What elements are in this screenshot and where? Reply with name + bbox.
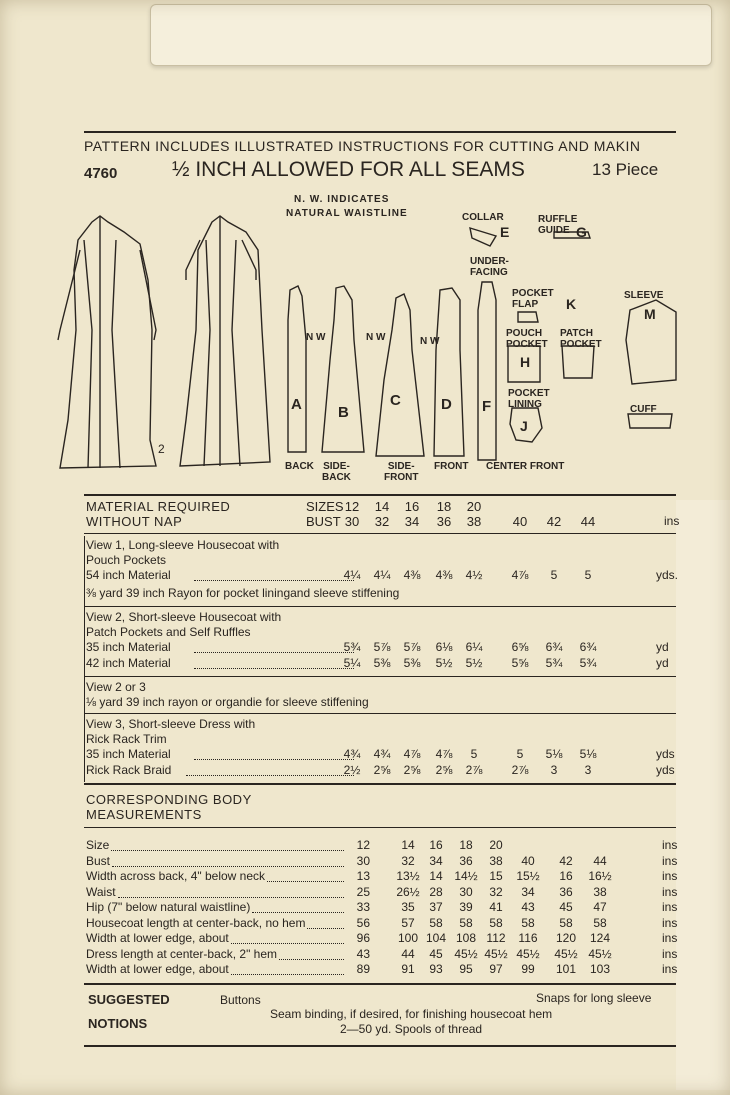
body-first-value: 96 [356,931,370,945]
label-front: FRONT [434,461,469,472]
torn-edge [676,500,730,1090]
body-value-cell: 47 [593,900,607,914]
piece-letter-j: J [520,418,528,434]
body-value-cell: 37 [429,900,443,914]
value-cell: 3 [550,763,558,777]
body-value-cell: 16 [559,869,573,883]
body-value-cell: 45½ [554,946,578,961]
garment-illustrations [0,0,730,500]
value-cell: 6⅝ [511,640,529,654]
view1-unit: yds. [656,568,679,582]
value-cell: 36 [436,514,452,529]
body-top-rule [84,783,676,785]
leader-dots [194,652,354,653]
body-value-cell: 93 [429,962,443,976]
body-value-cell: 91 [401,962,415,976]
view2-material-42: 42 inch Material [86,656,171,670]
value-cell: 5⅞ [373,640,391,654]
leader-dots [194,759,354,760]
view3-material-35: 35 inch Material [86,747,171,761]
value-cell: 18 [436,499,452,514]
notions-top-rule [84,983,676,985]
body-value-cell: 100 [397,931,419,945]
body-value-cell: 39 [459,900,473,914]
nw-mark-2: N W [366,332,386,343]
nw-mark-3: N W [420,336,440,347]
body-value-cell: 45½ [588,946,612,961]
view-number: 2 [158,442,165,456]
body-value-cell: 41 [489,900,503,914]
rule-view3 [84,713,676,714]
nw-note-1: N. W. INDICATES [294,194,390,205]
value-cell: 4⅞ [403,747,421,761]
value-cell: 2⅞ [511,763,529,777]
body-value-cell: 26½ [396,884,420,899]
view2-title-2: Patch Pockets and Self Ruffles [86,625,251,639]
label-under-facing: UNDER- FACING [470,256,509,278]
value-cell: 4⅞ [511,568,529,582]
sizes-label: SIZES [306,499,344,514]
body-value-cell: 58 [521,915,535,930]
body-first-value: 25 [356,884,370,899]
body-value-cell: 58 [489,915,503,930]
body-value-cell: 108 [455,931,477,945]
value-cell: 30 [344,514,360,529]
view23-title: View 2 or 3 [86,680,146,694]
body-value-cell: 30 [459,884,473,899]
body-value-cell: 58 [429,915,443,930]
body-value-cell: 45½ [516,946,540,961]
label-sleeve: SLEEVE [624,290,664,301]
label-back: BACK [285,461,314,472]
rule-view1 [84,533,676,534]
value-cell: 14 [374,499,390,514]
view3-unit-35: yds [656,747,675,761]
body-value-cell: 43 [521,900,535,914]
body-value-cell: 112 [486,931,506,945]
body-row-label: Housecoat length at center-back, no hem [86,915,306,930]
body-value-cell: 45 [429,946,443,961]
body-unit: ins [662,900,678,914]
value-cell: 32 [374,514,390,529]
view-bracket [84,536,85,782]
label-pocket-lining: POCKET LINING [508,388,550,410]
label-side-front: SIDE- FRONT [384,461,419,483]
body-value-cell: 101 [555,962,577,976]
value-cell: 12 [344,499,360,514]
body-value-cell: 16 [429,838,443,852]
value-cell: 38 [466,514,482,529]
view3-rick-rack: Rick Rack Braid [86,763,172,777]
leader-dots [267,881,344,882]
value-cell: 5½ [435,656,453,670]
piece-letter-a: A [291,396,302,413]
piece-letter-g: G [576,224,587,240]
leader-dots [231,974,344,975]
leader-dots [307,928,344,929]
body-row-label: Width at lower edge, about [86,962,229,976]
value-cell: 5 [516,747,524,761]
body-unit: ins [662,869,678,883]
dress-view1-illustration [58,216,156,468]
body-value-cell: 38 [593,884,607,899]
body-value-cell: 36 [559,884,573,899]
nw-mark-1: N W [306,332,326,343]
body-first-value: 56 [356,915,370,930]
body-row-label: Hip (7" below natural waistline) [86,900,251,914]
value-cell: 4¼ [343,568,361,582]
view2-material-35: 35 inch Material [86,640,171,654]
body-value-cell: 14 [401,838,415,852]
view1-title-2: Pouch Pockets [86,553,167,567]
value-cell: 5⅞ [403,640,421,654]
piece-letter-b: B [338,404,349,421]
body-first-value: 33 [356,900,370,914]
notion-thread: 2—50 yd. Spools of thread [340,1022,483,1036]
body-row-label: Width at lower edge, about [86,931,229,945]
body-row-label: Width across back, 4" below neck [86,869,266,883]
value-cell: 5⅝ [511,656,529,670]
bust-unit: ins [664,514,680,528]
piece-letter-d: D [441,396,452,413]
leader-dots [194,580,354,581]
value-cell: 4¾ [373,747,391,761]
seams-note: ½ INCH ALLOWED FOR ALL SEAMS [172,158,525,181]
material-heading-1: MATERIAL REQUIRED [86,499,231,514]
value-cell: 2⅝ [403,763,421,777]
value-cell: 4¼ [373,568,391,582]
notions-label-2: NOTIONS [88,1016,148,1031]
label-ruffle-guide: RUFFLE GUIDE [538,214,578,236]
view23-note: ⅛ yard 39 inch rayon or organdie for sleeve stiffening [86,695,369,709]
view3-title-2: Rick Rack Trim [86,732,167,746]
body-value-cell: 15½ [516,869,540,883]
body-value-cell: 16½ [588,869,612,883]
body-heading-rule [84,827,676,828]
value-cell: 2⅞ [465,763,483,777]
label-collar: COLLAR [462,212,504,223]
leader-dots [111,850,344,851]
value-cell: 5 [550,568,558,582]
value-cell: 5½ [465,656,483,670]
body-row-label: Dress length at center-back, 2" hem [86,946,278,961]
body-value-cell: 44 [401,946,415,961]
label-side-back: SIDE- BACK [322,461,351,483]
view2-unit-42: yd [656,656,669,670]
leader-dots [118,897,344,898]
value-cell: 4⅜ [403,568,421,582]
body-value-cell: 35 [401,900,415,914]
body-first-value: 89 [356,962,370,976]
value-cell: 5¾ [545,656,563,670]
body-value-cell: 97 [489,962,503,976]
view1-note: ⅜ yard 39 inch Rayon for pocket liningand sleeve stiffening [86,586,400,600]
body-unit: ins [662,853,678,868]
body-heading-1: CORRESPONDING BODY [86,792,252,807]
body-value-cell: 38 [489,853,503,868]
value-cell: 5⅜ [403,656,421,670]
value-cell: 5 [470,747,478,761]
body-row-label: Size [86,838,110,852]
body-unit: ins [662,838,678,852]
body-value-cell: 20 [489,838,503,852]
value-cell: 16 [404,499,420,514]
notions-label-1: SUGGESTED [88,992,170,1007]
body-value-cell: 58 [459,915,473,930]
body-value-cell: 57 [401,915,415,930]
body-value-cell: 18 [459,838,473,852]
value-cell: 44 [580,514,596,529]
value-cell: 6¾ [545,640,563,654]
value-cell: 20 [466,499,482,514]
body-unit: ins [662,946,678,961]
body-value-cell: 40 [521,853,535,868]
material-heading-2: WITHOUT NAP [86,514,183,529]
label-pouch-pocket: POUCH POCKET [506,328,548,350]
value-cell: 4½ [465,568,483,582]
body-value-cell: 124 [589,931,611,945]
body-value-cell: 28 [429,884,443,899]
rule-view2 [84,606,676,607]
leader-dots [252,912,344,913]
body-value-cell: 45½ [484,946,508,961]
view3-unit-rick-rack: yds [656,763,675,777]
body-value-cell: 45½ [454,946,478,961]
value-cell: 4⅞ [435,747,453,761]
body-unit: ins [662,884,678,899]
value-cell: 4⅜ [435,568,453,582]
body-value-cell: 34 [521,884,535,899]
value-cell: 34 [404,514,420,529]
value-cell: 5¾ [579,656,597,670]
value-cell: 42 [546,514,562,529]
table-top-rule [84,494,676,496]
body-value-cell: 45 [559,900,573,914]
bottom-rule [84,1045,676,1047]
view3-title: View 3, Short-sleeve Dress with [86,717,256,731]
value-cell: 5¼ [343,656,361,670]
label-patch-pocket: PATCH POCKET [560,328,602,350]
body-value-cell: 32 [401,853,415,868]
notion-buttons: Buttons [220,993,261,1007]
body-value-cell: 14 [429,869,443,883]
value-cell: 5⅜ [373,656,391,670]
body-value-cell: 42 [559,853,573,868]
leader-dots [279,959,344,960]
body-unit: ins [662,962,678,976]
bust-label: BUST [306,514,341,529]
body-value-cell: 15 [489,869,503,883]
view2-title: View 2, Short-sleeve Housecoat with [86,610,282,624]
value-cell: 5⅛ [545,747,563,761]
dress-view2-illustration [180,216,270,466]
label-pocket-flap: POCKET FLAP [512,288,554,310]
piece-letter-h: H [520,354,531,370]
body-row-label: Waist [86,884,116,899]
value-cell: 40 [512,514,528,529]
body-value-cell: 99 [521,962,535,976]
value-cell: 5⅛ [579,747,597,761]
nw-note-2: NATURAL WAISTLINE [286,208,408,219]
piece-letter-k: K [566,296,577,312]
notion-seam-binding: Seam binding, if desired, for finishing housecoat hem [270,1007,553,1021]
rule-view23 [84,676,676,677]
body-unit: ins [662,915,678,930]
view1-title: View 1, Long-sleeve Housecoat with [86,538,280,552]
body-value-cell: 14½ [454,869,478,883]
view2-unit-35: yd [656,640,669,654]
leader-dots [112,866,344,867]
leader-dots [186,775,354,776]
piece-letter-e: E [500,224,510,240]
body-value-cell: 103 [589,962,611,976]
body-first-value: 12 [356,838,370,852]
piece-letter-f: F [482,398,492,415]
body-value-cell: 34 [429,853,443,868]
body-first-value: 30 [356,853,370,868]
piece-count: 13 Piece [592,160,659,179]
leader-dots [231,943,344,944]
value-cell: 5 [584,568,592,582]
value-cell: 5¾ [343,640,361,654]
body-value-cell: 104 [425,931,447,945]
piece-letter-c: C [390,392,401,409]
pattern-number: 4760 [84,165,118,182]
body-value-cell: 58 [593,915,607,930]
body-value-cell: 13½ [396,869,420,883]
body-heading-2: MEASUREMENTS [86,807,202,822]
value-cell: 3 [584,763,592,777]
body-first-value: 13 [356,869,370,883]
body-value-cell: 58 [559,915,573,930]
leader-dots [194,668,354,669]
body-value-cell: 36 [459,853,473,868]
view1-material: 54 inch Material [86,568,171,582]
value-cell: 6¾ [579,640,597,654]
value-cell: 2½ [343,763,361,777]
body-value-cell: 44 [593,853,607,868]
body-value-cell: 95 [459,962,473,976]
body-value-cell: 120 [555,931,577,945]
label-center-front: CENTER FRONT [486,461,565,472]
header-line1: PATTERN INCLUDES ILLUSTRATED INSTRUCTIONS FOR CUTTING AND MAKIN [84,138,641,154]
body-value-cell: 116 [518,931,538,945]
body-first-value: 43 [356,946,370,961]
body-value-cell: 32 [489,884,503,899]
body-unit: ins [662,931,678,945]
label-cuff: CUFF [630,404,657,415]
piece-letter-m: M [644,306,656,322]
value-cell: 6¼ [465,640,483,654]
value-cell: 2⅝ [373,763,391,777]
value-cell: 6⅛ [435,640,453,654]
value-cell: 4¾ [343,747,361,761]
notion-snaps: Snaps for long sleeve [536,991,652,1005]
body-row-label: Bust [86,853,111,868]
value-cell: 2⅝ [435,763,453,777]
